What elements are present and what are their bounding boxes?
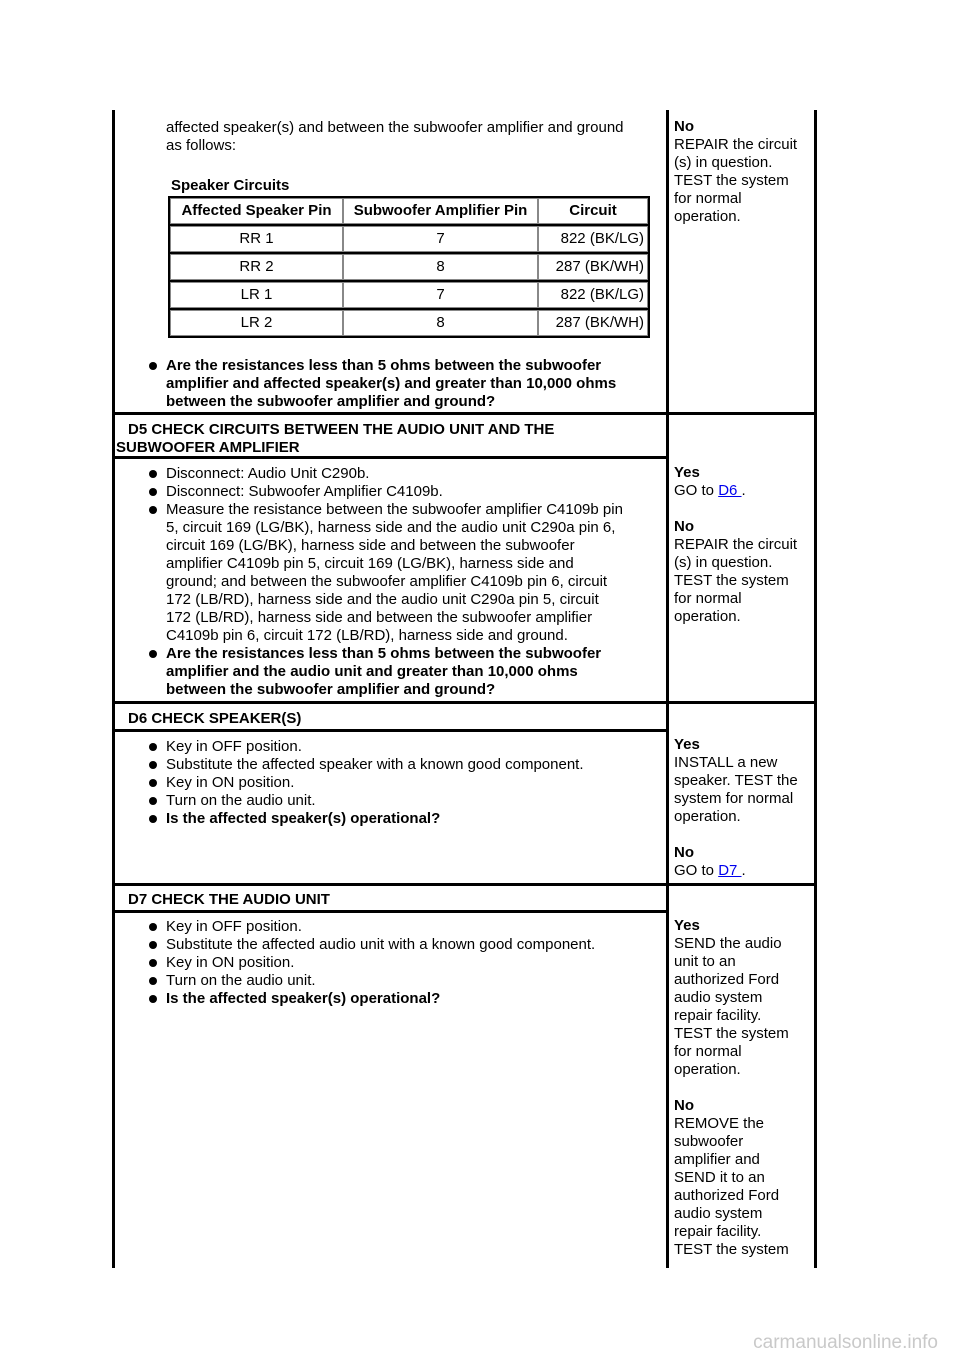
table-left-border bbox=[112, 110, 115, 1268]
d7-result: Yes SEND the audio unit to an authorized Ford audio system repair facility. TEST the system for normal operation. No REMOVE the subwoofer amplifier and SEND it to an authorized Ford audio system repair facility. TEST the system bbox=[674, 917, 809, 1259]
link-d6[interactable]: D6 bbox=[718, 482, 742, 499]
cell-amplifier-pin: 8 bbox=[343, 310, 538, 336]
table-row bbox=[170, 226, 648, 252]
d6-no-label: No bbox=[674, 844, 694, 861]
watermark: carmanualsonline.info bbox=[753, 1332, 938, 1353]
d6-step: Substitute the affected speaker with a known good component. bbox=[136, 756, 666, 774]
speaker-circuits-caption: Speaker Circuits bbox=[171, 177, 290, 194]
d4-intro-line1: affected speaker(s) and between the subwoofer amplifier and ground bbox=[166, 119, 624, 136]
cell-speaker-pin: RR 1 bbox=[170, 226, 343, 252]
d4-intro bbox=[166, 119, 662, 155]
d7-title: D7 CHECK THE AUDIO UNIT bbox=[128, 891, 330, 908]
d7-step: Key in OFF position. bbox=[136, 918, 666, 936]
cell-amplifier-pin: 7 bbox=[343, 282, 538, 308]
d6-result: Yes INSTALL a new speaker. TEST the system for normal operation. No GO to D7 . bbox=[674, 736, 809, 880]
d5-step: Measure the resistance between the subwoofer amplifier C4109b pin 5, circuit 169 (LG/BK), harness side and the audio unit C290a pin 6, circuit 169 (LG/BK), harness side and between the subwoofer amplifier C4109b pin 5, circuit 169 (LG/BK), harness side and ground; and between the subwoofer amplifier C4109b pin 6, circuit 172 (LB/RD), harness side and the audio unit C290a pin 5, circuit 172 (LB/RD), harness side and between the subwoofer amplifier C4109b pin 6, circuit 172 (LB/RD), harness side and ground. bbox=[136, 501, 666, 645]
d4-question: Are the resistances less than 5 ohms between the subwoofer amplifier and affected speaker(s) and greater than 10,000 ohms between the subwoofer amplifier and ground? bbox=[136, 357, 666, 411]
cell-speaker-pin: RR 2 bbox=[170, 254, 343, 280]
speaker-circuits-table bbox=[168, 196, 650, 338]
table-row bbox=[170, 254, 648, 280]
d6-title: D6 CHECK SPEAKER(S) bbox=[128, 710, 302, 727]
d7-steps bbox=[136, 918, 666, 1008]
d7-step: Turn on the audio unit. bbox=[136, 972, 666, 990]
table-row bbox=[170, 310, 648, 336]
cell-circuit: 822 (BK/LG) bbox=[538, 282, 648, 308]
d6-steps bbox=[136, 738, 666, 828]
d7-no-label: No bbox=[674, 1097, 694, 1114]
d5-no-label: No bbox=[674, 518, 694, 535]
title-divider-d6 bbox=[112, 729, 669, 732]
d5-question: Are the resistances less than 5 ohms between the subwoofer amplifier and the audio unit and greater than 10,000 ohms between the subwoofer amplifier and ground? bbox=[136, 645, 666, 699]
d5-step: Disconnect: Subwoofer Amplifier C4109b. bbox=[136, 483, 666, 501]
cell-circuit: 287 (BK/WH) bbox=[538, 310, 648, 336]
cell-speaker-pin: LR 1 bbox=[170, 282, 343, 308]
header-affected-speaker-pin: Affected Speaker Pin bbox=[170, 198, 343, 224]
table-row bbox=[170, 282, 648, 308]
table-right-border bbox=[814, 110, 817, 1268]
header-subwoofer-amplifier-pin: Subwoofer Amplifier Pin bbox=[343, 198, 538, 224]
cell-circuit: 287 (BK/WH) bbox=[538, 254, 648, 280]
title-divider-d7 bbox=[112, 910, 669, 913]
d6-step: Key in ON position. bbox=[136, 774, 666, 792]
d5-steps bbox=[136, 465, 666, 699]
cell-speaker-pin: LR 2 bbox=[170, 310, 343, 336]
d7-question: Is the affected speaker(s) operational? bbox=[136, 990, 666, 1008]
d5-step: Disconnect: Audio Unit C290b. bbox=[136, 465, 666, 483]
row-divider-d7 bbox=[112, 883, 817, 886]
d5-yes-action: GO to D6 . bbox=[674, 482, 746, 499]
d4-question-list bbox=[136, 357, 666, 411]
d5-result: Yes GO to D6 . No REPAIR the circuit (s) in question. TEST the system for normal operation. bbox=[674, 464, 809, 626]
d6-step: Turn on the audio unit. bbox=[136, 792, 666, 810]
d6-no-action: GO to D7 . bbox=[674, 862, 746, 879]
d5-yes-label: Yes bbox=[674, 464, 700, 481]
d4-intro-line2: as follows: bbox=[166, 137, 237, 154]
cell-circuit: 822 (BK/LG) bbox=[538, 226, 648, 252]
header-circuit: Circuit bbox=[538, 198, 648, 224]
d6-question: Is the affected speaker(s) operational? bbox=[136, 810, 666, 828]
d4-result: No REPAIR the circuit (s) in question. TEST the system for normal operation. bbox=[674, 118, 809, 226]
row-divider-d6 bbox=[112, 701, 817, 704]
d7-yes-label: Yes bbox=[674, 917, 700, 934]
cell-amplifier-pin: 8 bbox=[343, 254, 538, 280]
d6-yes-label: Yes bbox=[674, 736, 700, 753]
d6-step: Key in OFF position. bbox=[136, 738, 666, 756]
link-d7[interactable]: D7 bbox=[718, 862, 742, 879]
d5-title: D5 CHECK CIRCUITS BETWEEN THE AUDIO UNIT AND THE SUBWOOFER AMPLIFIER bbox=[116, 421, 555, 456]
cell-amplifier-pin: 7 bbox=[343, 226, 538, 252]
column-divider bbox=[666, 110, 669, 1268]
row-divider-d5 bbox=[112, 412, 817, 415]
table-header-row bbox=[170, 198, 648, 224]
d7-step: Key in ON position. bbox=[136, 954, 666, 972]
d4-no-label: No bbox=[674, 118, 694, 135]
d7-step: Substitute the affected audio unit with a known good component. bbox=[136, 936, 666, 954]
